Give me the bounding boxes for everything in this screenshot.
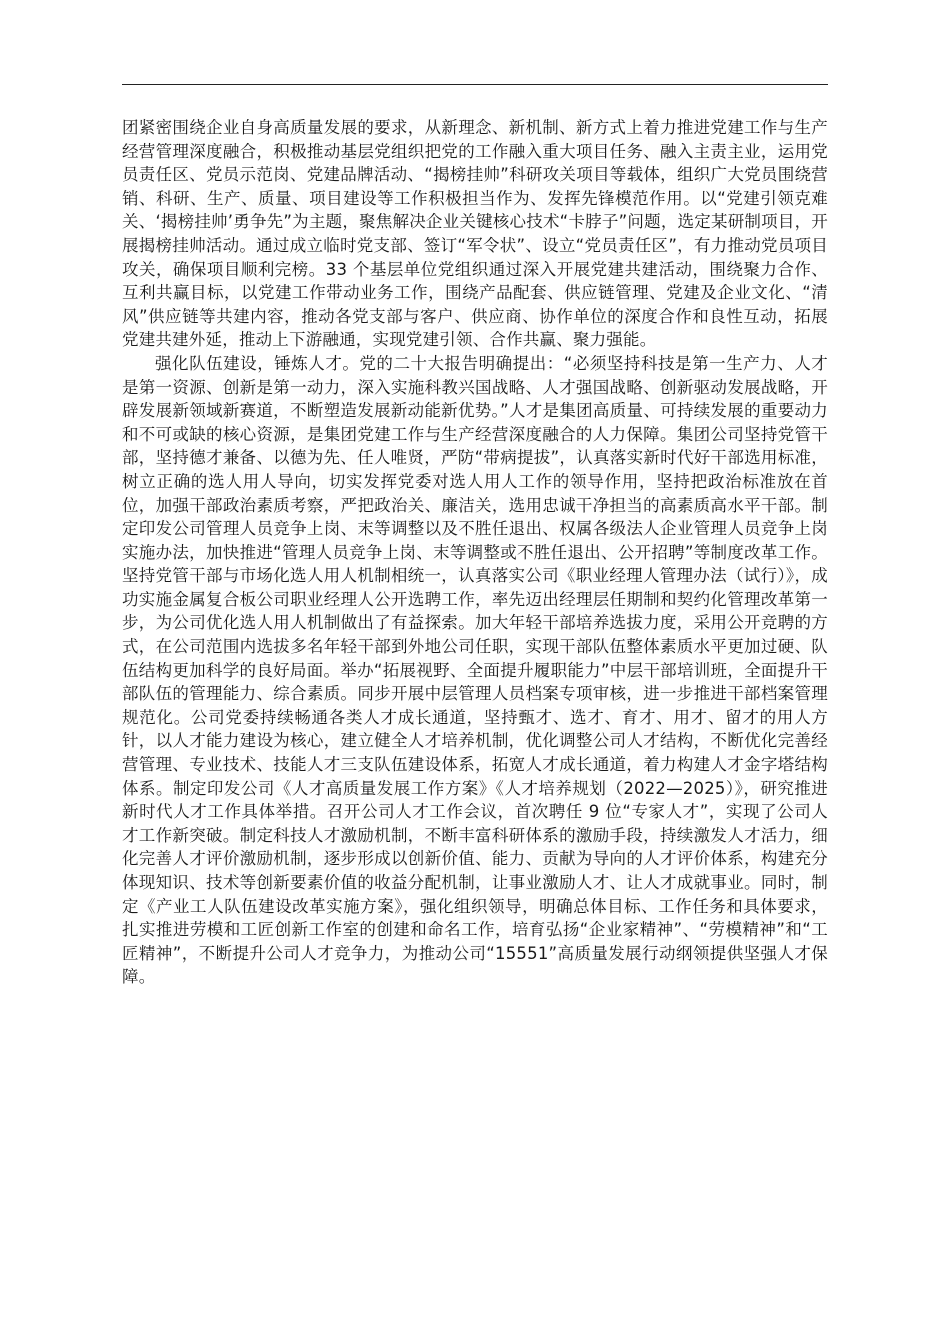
body-paragraph: 强化队伍建设，锤炼人才。党的二十大报告明确提出：“必须坚持科技是第一生产力、人才是第一资源、创新是第一动力，深入实施科教兴国战略、人才强国战略、创新驱动发展战略，开辟发展新领域新赛道，不断塑造发展新动能新优势。”人才是集团高质量、可持续发展的重要动力和不可或缺的核心资源，是集团党建工作与生产经营深度融合的人力保障。集团公司坚持党管干部，坚持德才兼备、以德为先、任人唯贤，严防“带病提拔”，认真落实新时代好干部选用标准，树立正确的选人用人导向，切实发挥党委对选人用人工作的领导作用，坚持把政治标准放在首位，加强干部政治素质考察，严把政治关、廉洁关，选用忠诚干净担当的高素质高水平干部。制定印发公司管理人员竞争上岗、末等调整以及不胜任退出、权属各级法人企业管理人员竞争上岗实施办法，加快推进“管理人员竞争上岗、末等调整或不胜任退出、公开招聘”等制度改革工作。坚持党管干部与市场化选人用人机制相统一，认真落实公司《职业经理人管理办法（试行）》，成功实施金属复合板公司职业经理人公开选聘工作，率先迈出经理层任期制和契约化管理改革第一步，为公司优化选人用人机制做出了有益探索。加大年轻干部培养选拔力度，采用公开竞聘的方式，在公司范围内选拔多名年轻干部到外地公司任职，实现干部队伍整体素质水平更加过硬、队伍结构更加科学的良好局面。举办“拓展视野、全面提升履职能力”中层干部培训班，全面提升干部队伍的管理能力、综合素质。同步开展中层管理人员档案专项审核，进一步推进干部档案管理规范化。公司党委持续畅通各类人才成长通道，坚持甄才、选才、育才、用才、留才的用人方针，以人才能力建设为核心，建立健全人才培养机制，优化调整公司人才结构，不断优化完善经营管理、专业技术、技能人才三支队伍建设体系，拓宽人才成长通道，着力构建人才金字塔结构体系。制定印发公司《人才高质量发展工作方案》《人才培养规划（2022—2025）》，研究推进新时代人才工作具体举措。召开公司人才工作会议，首次聘任 9 位“专家人才”，实现了公司人才工作新突破。制定科技人才激励机制，不断丰富科研体系的激励手段，持续激发人才活力，细化完善人才评价激励机制，逐步形成以创新价值、能力、贡献为导向的人才评价体系，构建充分体现知识、技术等创新要素价值的收益分配机制，让事业激励人才、让人才成就事业。同时，制定《产业工人队伍建设改革实施方案》，强化组织领导，明确总体目标、工作任务和具体要求，扎实推进劳模和工匠创新工作室的创建和命名工作，培育弘扬“企业家精神”、“劳模精神”和“工匠精神”，不断提升公司人才竞争力，为推动公司“15551”高质量发展行动纲领提供坚强人才保障。: [122, 353, 828, 987]
document-body: [122, 116, 828, 989]
body-paragraph: 团紧密围绕企业自身高质量发展的要求，从新理念、新机制、新方式上着力推进党建工作与生产经营管理深度融合，积极推动基层党组织把党的工作融入重大项目任务、融入主责主业，运用党员责任区、党员示范岗、党建品牌活动、“揭榜挂帅”科研攻关项目等载体，组织广大党员围绕营销、科研、生产、质量、项目建设等工作积极担当作为、发挥先锋模范作用。以“党建引领克难关、‘揭榜挂帅’勇争先”为主题，聚焦解决企业关键核心技术“卡脖子”问题，选定某研制项目，开展揭榜挂帅活动。通过成立临时党支部、签订“军令状”、设立“党员责任区”，有力推动党员项目攻关，确保项目顺利完榜。33 个基层单位党组织通过深入开展党建共建活动，围绕聚力合作、互利共赢目标，以党建工作带动业务工作，围绕产品配套、供应链管理、党建及企业文化、“清风”供应链等共建内容，推动各党支部与客户、供应商、协作单位的深度合作和良性互动，拓展党建共建外延，推动上下游融通，实现党建引领、合作共赢、聚力强能。: [122, 118, 828, 350]
header-divider: [122, 84, 828, 85]
